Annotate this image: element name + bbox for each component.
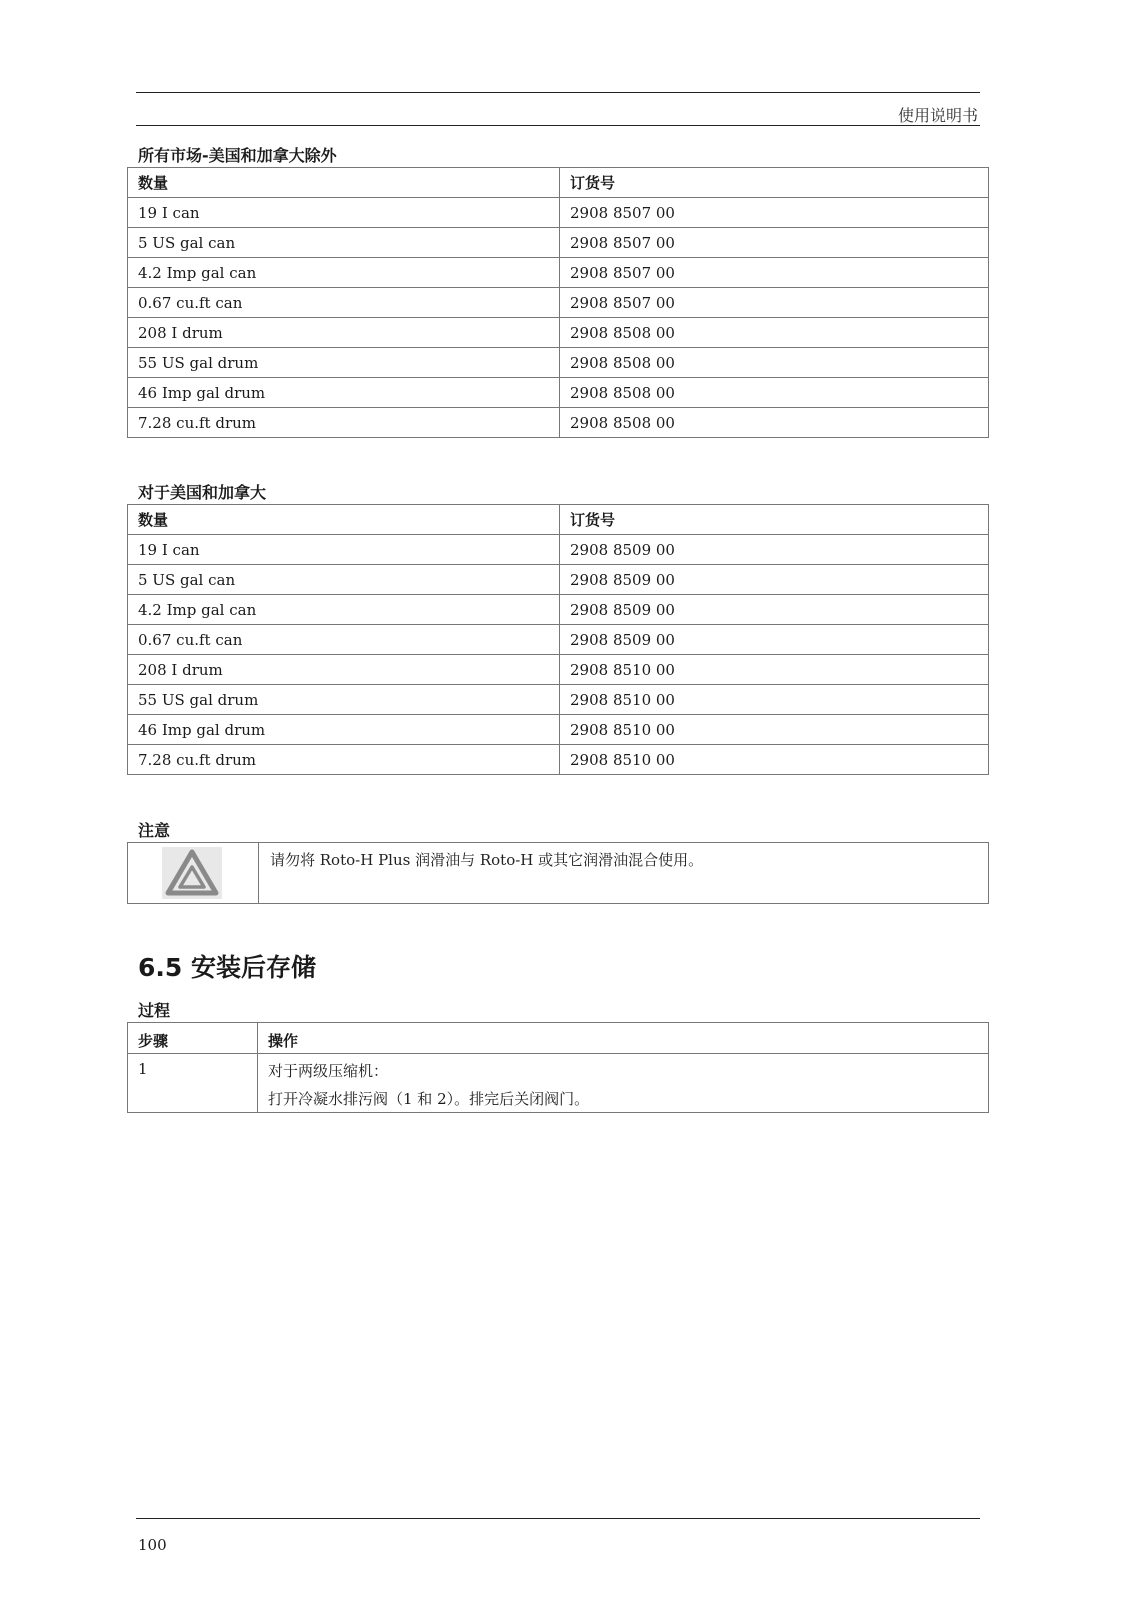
procedure-caption: 过程 xyxy=(138,1001,171,1020)
quantity-cell: 55 US gal drum xyxy=(128,348,560,378)
table-header-row xyxy=(128,1023,988,1054)
order-number-cell: 2908 8508 00 xyxy=(560,348,989,378)
quantity-cell: 7.28 cu.ft drum xyxy=(128,408,560,438)
order-number-cell: 2908 8508 00 xyxy=(560,318,989,348)
quantity-cell: 19 I can xyxy=(128,198,560,228)
table-row xyxy=(128,228,989,258)
quantity-cell: 4.2 Imp gal can xyxy=(128,595,560,625)
order-number-cell: 2908 8508 00 xyxy=(560,408,989,438)
table-row xyxy=(128,318,989,348)
table1-caption: 所有市场-美国和加拿大除外 xyxy=(138,146,337,165)
header-action: 操作 xyxy=(268,1032,299,1050)
order-number-cell: 2908 8507 00 xyxy=(560,258,989,288)
section-heading: 6.5 安装后存储 xyxy=(138,953,316,982)
order-table-international xyxy=(127,167,989,438)
page-number: 100 xyxy=(138,1536,167,1554)
table-row xyxy=(128,595,989,625)
order-number-cell: 2908 8507 00 xyxy=(560,228,989,258)
header-rule-bottom xyxy=(136,125,980,126)
header-order-number: 订货号 xyxy=(560,168,989,198)
step-number: 1 xyxy=(138,1060,148,1078)
note-icon-cell xyxy=(128,843,259,903)
header-quantity: 数量 xyxy=(128,505,560,535)
table-row xyxy=(128,535,989,565)
step-cell xyxy=(128,1054,258,1112)
order-number-cell: 2908 8509 00 xyxy=(560,595,989,625)
quantity-cell: 46 Imp gal drum xyxy=(128,715,560,745)
order-number-cell: 2908 8510 00 xyxy=(560,655,989,685)
order-number-cell: 2908 8510 00 xyxy=(560,745,989,775)
table-header-row xyxy=(128,168,989,198)
table-row xyxy=(128,378,989,408)
table-row xyxy=(128,655,989,685)
table-header-row xyxy=(128,505,989,535)
note-box xyxy=(127,842,989,904)
quantity-cell: 208 I drum xyxy=(128,318,560,348)
warning-triangle-icon xyxy=(162,847,222,899)
quantity-cell: 208 I drum xyxy=(128,655,560,685)
order-number-cell: 2908 8509 00 xyxy=(560,625,989,655)
header-rule-top xyxy=(136,92,980,93)
header-order-number: 订货号 xyxy=(560,505,989,535)
action-line-1: 对于两级压缩机： xyxy=(268,1062,389,1080)
header-step: 步骤 xyxy=(138,1032,169,1050)
header-quantity: 数量 xyxy=(128,168,560,198)
action-line-2: 打开冷凝水排污阀（1 和 2）。排完后关闭阀门。 xyxy=(268,1090,590,1108)
quantity-cell: 4.2 Imp gal can xyxy=(128,258,560,288)
quantity-cell: 46 Imp gal drum xyxy=(128,378,560,408)
order-number-cell: 2908 8509 00 xyxy=(560,565,989,595)
table-row xyxy=(128,348,989,378)
table-row xyxy=(128,258,989,288)
quantity-cell: 19 I can xyxy=(128,535,560,565)
table-row xyxy=(128,685,989,715)
note-caption: 注意 xyxy=(138,821,171,840)
table-row xyxy=(128,625,989,655)
table-row xyxy=(128,198,989,228)
table-row xyxy=(128,288,989,318)
order-number-cell: 2908 8507 00 xyxy=(560,288,989,318)
table-row xyxy=(128,408,989,438)
order-number-cell: 2908 8508 00 xyxy=(560,378,989,408)
table-row xyxy=(128,745,989,775)
quantity-cell: 0.67 cu.ft can xyxy=(128,625,560,655)
procedure-table xyxy=(127,1022,989,1113)
order-table-us-canada xyxy=(127,504,989,775)
order-number-cell: 2908 8507 00 xyxy=(560,198,989,228)
quantity-cell: 55 US gal drum xyxy=(128,685,560,715)
header-step-cell xyxy=(128,1023,258,1053)
quantity-cell: 7.28 cu.ft drum xyxy=(128,745,560,775)
quantity-cell: 0.67 cu.ft can xyxy=(128,288,560,318)
table-row xyxy=(128,565,989,595)
table-row xyxy=(128,715,989,745)
table-row xyxy=(128,1054,988,1112)
note-text: 请勿将 Roto-H Plus 润滑油与 Roto-H 或其它润滑油混合使用。 xyxy=(270,851,704,869)
table2-caption: 对于美国和加拿大 xyxy=(138,483,267,502)
header-title: 使用说明书 xyxy=(897,106,978,125)
footer-rule xyxy=(136,1518,980,1519)
quantity-cell: 5 US gal can xyxy=(128,565,560,595)
order-number-cell: 2908 8509 00 xyxy=(560,535,989,565)
quantity-cell: 5 US gal can xyxy=(128,228,560,258)
order-number-cell: 2908 8510 00 xyxy=(560,685,989,715)
order-number-cell: 2908 8510 00 xyxy=(560,715,989,745)
